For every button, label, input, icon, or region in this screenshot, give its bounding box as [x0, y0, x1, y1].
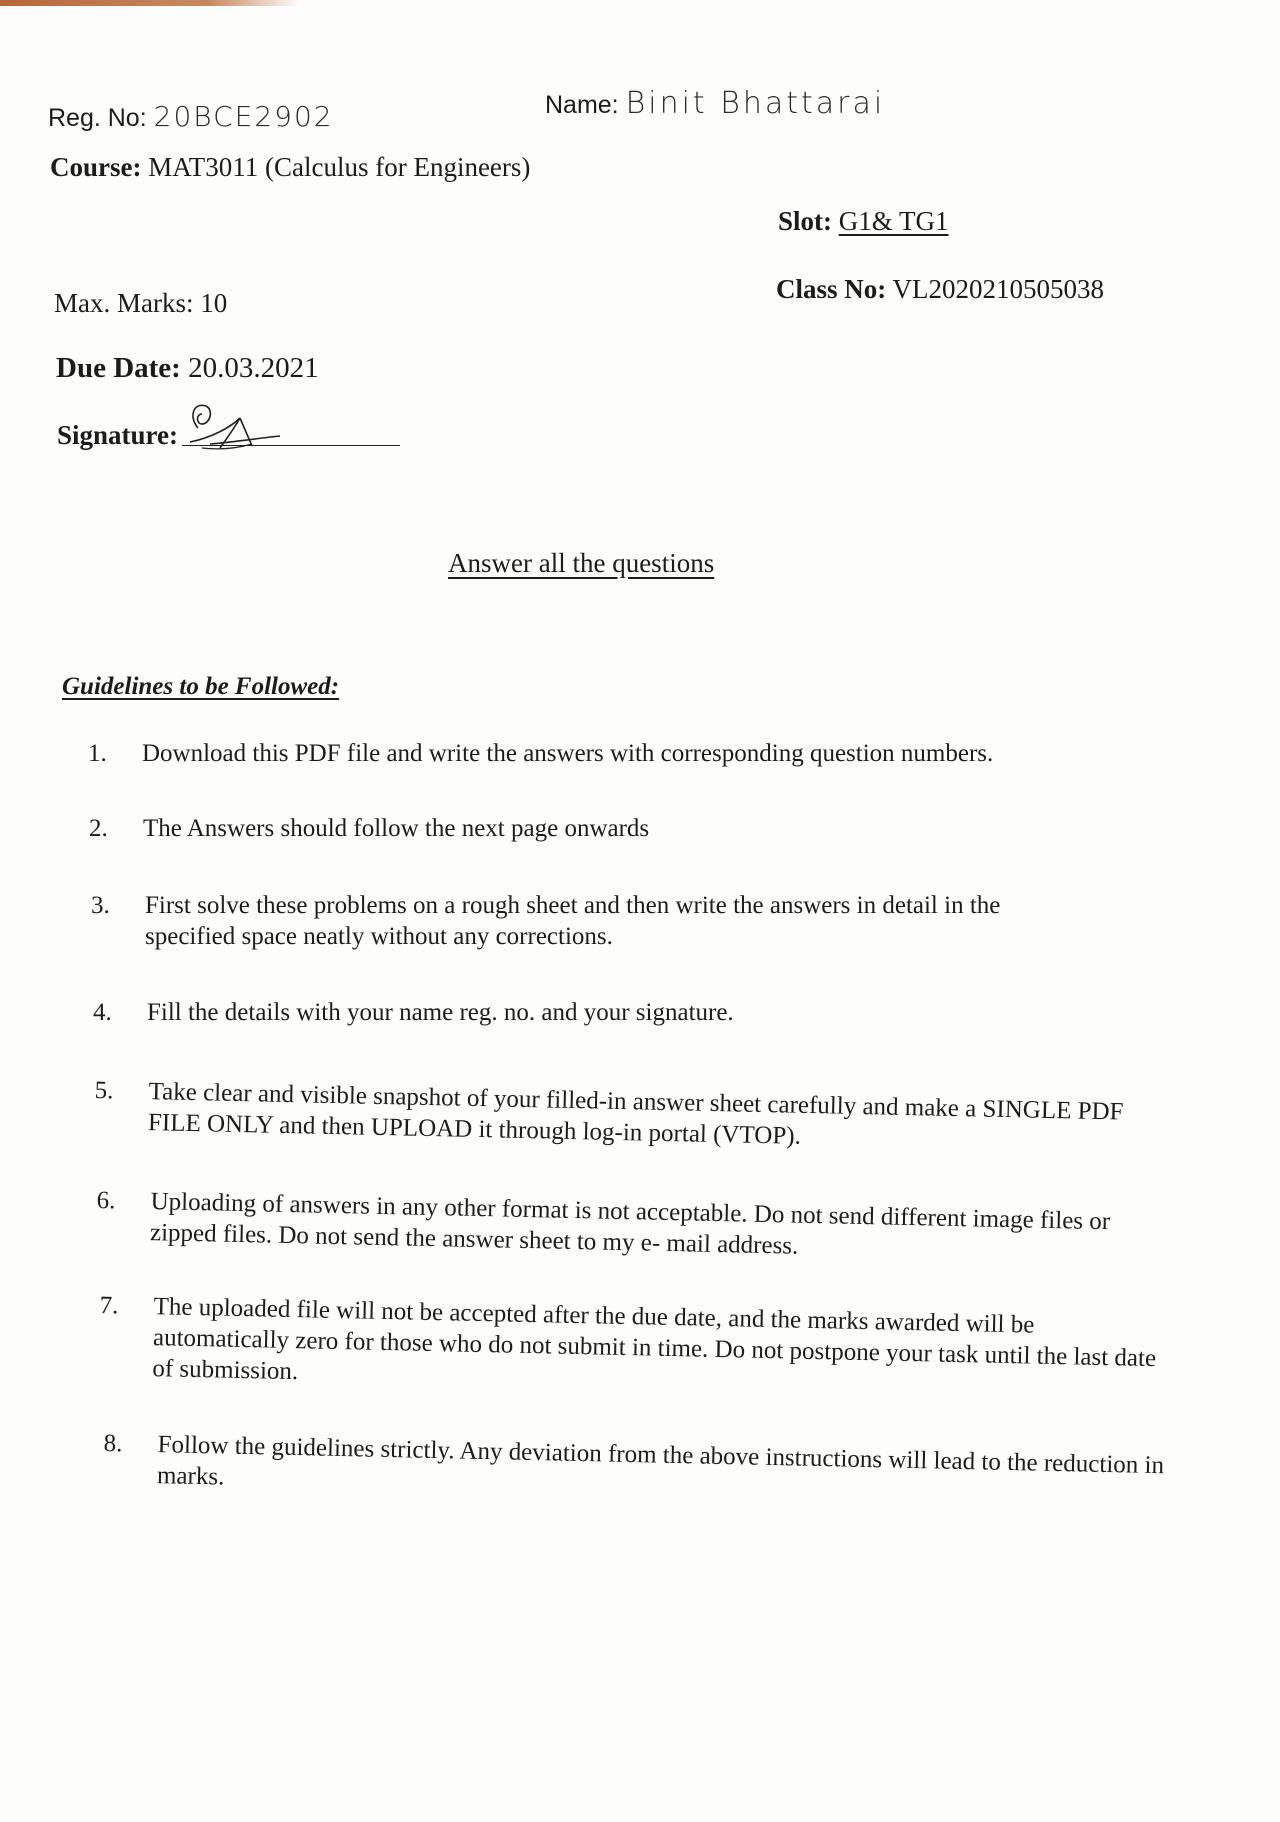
- guideline-text: Uploading of answers in any other format is not acceptable. Do not send different image files or zipped files. Do not send the answer sheet to my e- mail address.: [149, 1188, 1111, 1260]
- guideline-number: 5.: [94, 1076, 114, 1105]
- guideline-text: First solve these problems on a rough sheet and then write the answers in detail in the specified space neatly without any corrections.: [145, 892, 1001, 950]
- signature-scribble: [180, 398, 300, 458]
- max-marks: Max. Marks: 10: [54, 288, 228, 318]
- guideline-number: 8.: [103, 1429, 123, 1458]
- guideline-text: The uploaded file will not be accepted after the due date, and the marks awarded will be automatically zero for those who do not submit in time. Do not postpone your task until the last date of submission.: [152, 1293, 1157, 1386]
- slot-label: Slot:: [778, 206, 832, 236]
- reg-no-field: [48, 100, 334, 133]
- guidelines-title: Guidelines to be Followed:: [62, 673, 340, 700]
- due-date-label: Due Date:: [56, 352, 181, 384]
- signature-field: [57, 420, 178, 451]
- guideline-number: 6.: [96, 1186, 116, 1215]
- guideline-text: Follow the guidelines strictly. Any deviation from the above instructions will lead to the reduction in marks.: [156, 1431, 1165, 1491]
- guideline-number: 3.: [91, 892, 110, 919]
- due-date-value: 20.03.2021: [188, 352, 319, 384]
- guideline-text: Take clear and visible snapshot of your filled-in answer sheet carefully and make a SINGLE PDF FILE ONLY and then UPLOAD it through log-in portal (VTOP).: [147, 1078, 1124, 1150]
- guideline-number: 1.: [88, 740, 107, 767]
- class-no-field: [776, 274, 1104, 305]
- guideline-text: Fill the details with your name reg. no. and your signature.: [147, 999, 734, 1026]
- name-label: Name:: [545, 91, 619, 119]
- name-value: Binit Bhattarai: [625, 86, 886, 121]
- slot-field: [778, 206, 949, 237]
- slot-value: G1& TG1: [838, 206, 949, 236]
- signature-line: [182, 445, 400, 446]
- course-value: MAT3011 (Calculus for Engineers): [148, 152, 531, 182]
- guideline-number: 4.: [93, 999, 112, 1026]
- name-field: [545, 86, 885, 121]
- due-date-field: [56, 352, 319, 385]
- scan-edge: [0, 0, 300, 6]
- guideline-text: The Answers should follow the next page onwards: [143, 815, 650, 842]
- guideline-number: 7.: [99, 1291, 119, 1320]
- instructions-heading: Answer all the questions: [448, 548, 715, 578]
- course-label: Course:: [50, 152, 142, 182]
- reg-no-label: Reg. No:: [48, 104, 147, 132]
- guideline-text: Download this PDF file and write the answers with corresponding question numbers.: [142, 740, 994, 767]
- signature-label: Signature:: [57, 420, 179, 450]
- course-field: [50, 152, 530, 183]
- guideline-number: 2.: [89, 815, 108, 842]
- class-no-value: VL2020210505038: [892, 274, 1105, 304]
- reg-no-value: 20BCE2902: [153, 100, 334, 133]
- class-no-label: Class No:: [776, 274, 887, 304]
